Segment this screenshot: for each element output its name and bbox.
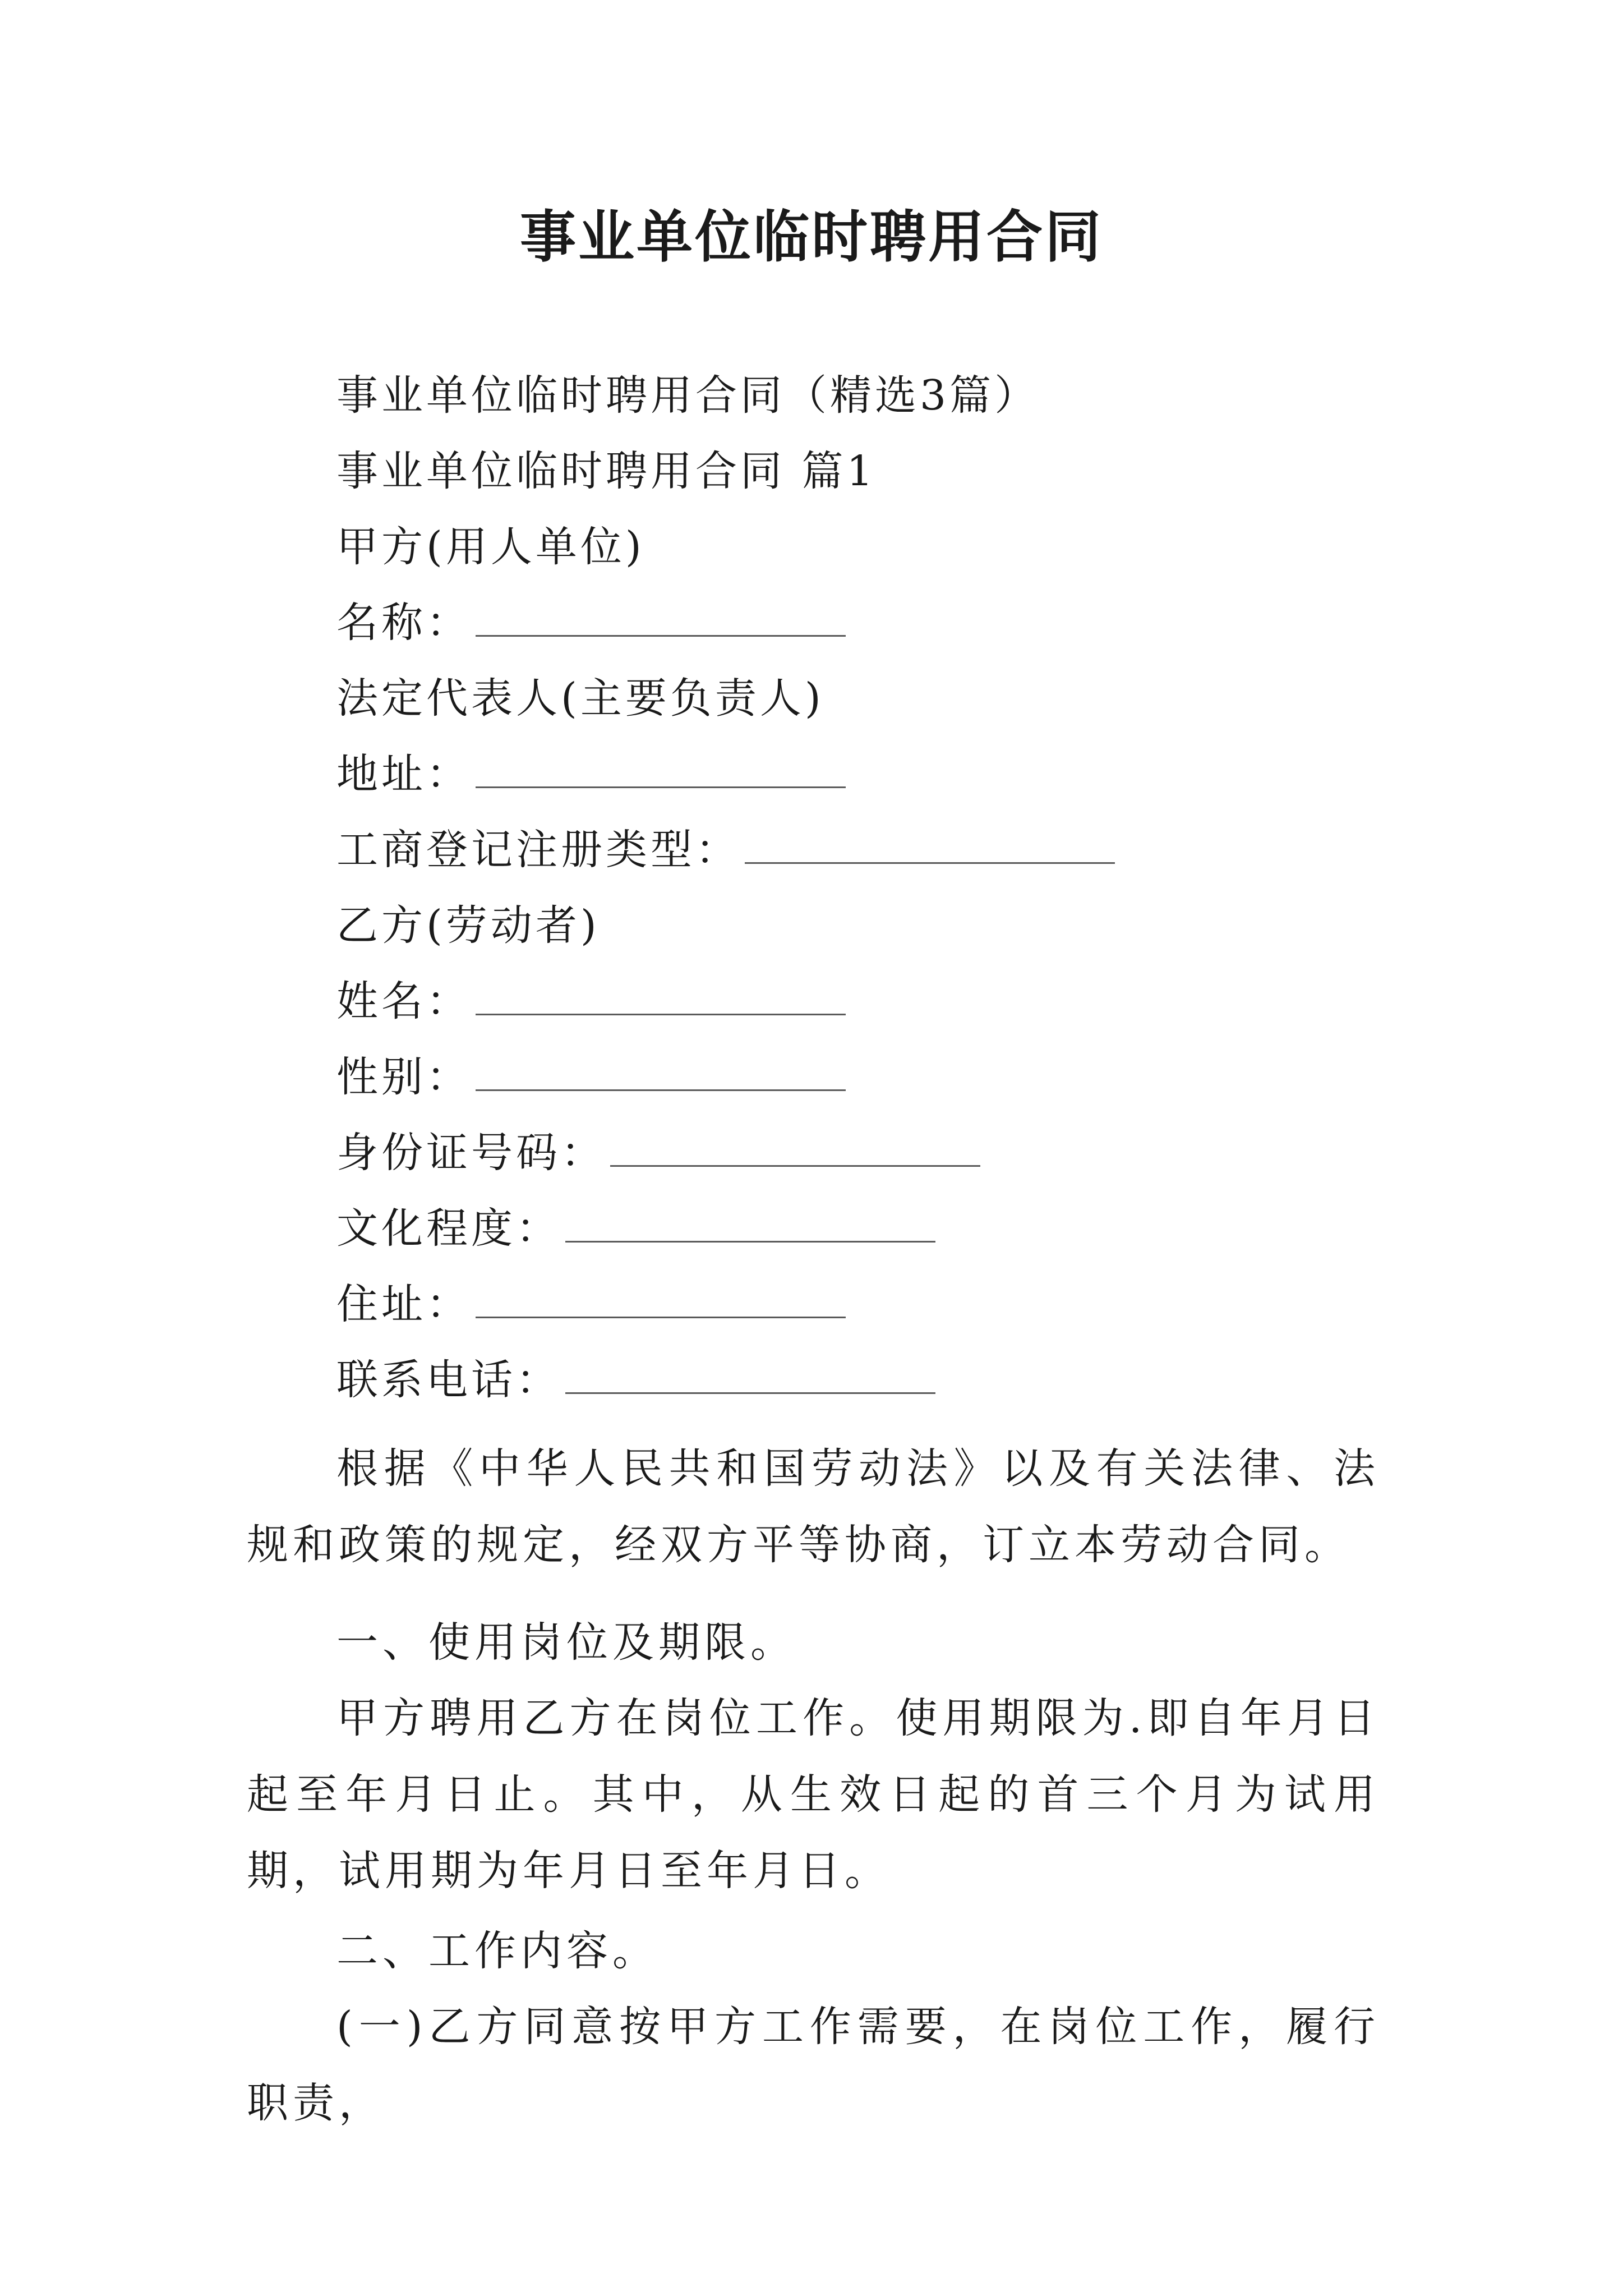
party-b-heading: 乙方(劳动者) [336, 901, 600, 950]
party-b-residence-blank [476, 1284, 846, 1318]
party-b-gender-blank [476, 1057, 846, 1091]
party-b-education-label: 文化程度： [336, 1204, 561, 1253]
party-b-phone-field [336, 1352, 935, 1408]
party-b-gender-label: 性别： [336, 1053, 471, 1101]
party-b-name-blank [476, 981, 846, 1015]
party-b-id-field [336, 1125, 980, 1181]
party-a-name-field [336, 595, 846, 651]
party-b-gender-field [336, 1049, 846, 1105]
party-b-phone-label: 联系电话： [336, 1356, 561, 1404]
party-b-name-field [336, 973, 846, 1029]
party-b-residence-label: 住址： [336, 1280, 471, 1328]
intro-paragraph: 根据《中华人民共和国劳动法》以及有关法律、法规和政策的规定，经双方平等协商，订立本劳动合同。 [247, 1444, 1380, 1569]
party-a-registration-label: 工商登记注册类型： [336, 826, 740, 874]
party-b-residence-field [336, 1276, 846, 1332]
party-a-name-label: 名称： [336, 599, 471, 647]
party-a-address-blank [476, 754, 846, 788]
party-a-name-blank [476, 602, 846, 637]
party-b-education-field [336, 1200, 935, 1257]
document-subtitle: 事业单位临时聘用合同（精选3篇） [336, 371, 1040, 420]
party-b-id-label: 身份证号码： [336, 1129, 606, 1177]
party-b-phone-blank [565, 1360, 935, 1394]
party-b-education-blank [565, 1208, 935, 1243]
party-b-id-blank [610, 1133, 980, 1167]
section-2-heading: 二、工作内容。 [336, 1927, 658, 1975]
party-a-registration-blank [745, 830, 1115, 864]
party-a-registration-field [336, 822, 1115, 878]
party-a-address-field [336, 746, 846, 802]
part-heading: 事业单位临时聘用合同 篇1 [336, 447, 877, 495]
section-1-paragraph: 甲方聘用乙方在岗位工作。使用期限为.即自年月日起至年月日止。其中，从生效日起的首三个月为试用期，试用期为年月日至年月日。 [247, 1694, 1380, 1895]
party-a-heading: 甲方(用人单位) [336, 523, 645, 571]
party-b-name-label: 姓名： [336, 977, 471, 1025]
section-1-heading: 一、使用岗位及期限。 [336, 1618, 796, 1667]
section-2-item-1: (一)乙方同意按甲方工作需要，在岗位工作，履行职责， [247, 2003, 1380, 2127]
party-a-representative: 法定代表人(主要负责人) [336, 674, 824, 723]
party-a-address-label: 地址： [336, 750, 471, 798]
document-title: 事业单位临时聘用合同 [520, 204, 1103, 270]
